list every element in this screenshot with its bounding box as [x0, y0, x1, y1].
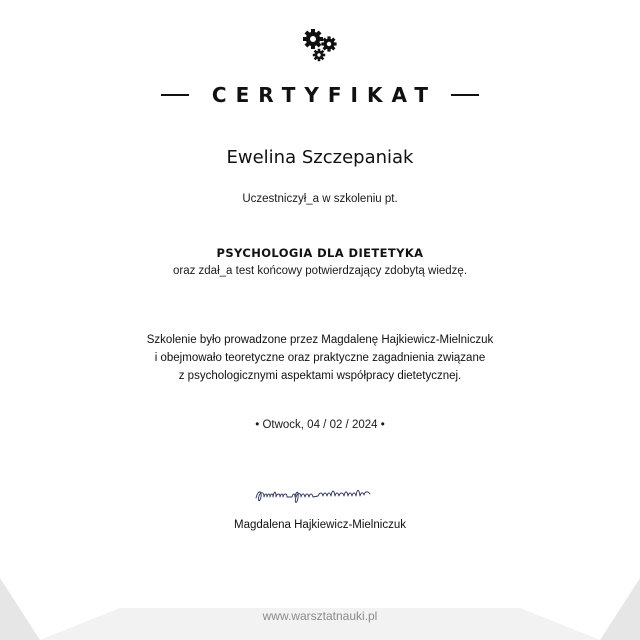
description-line: i obejmowało teoretyczne oraz praktyczne zagadnienia związane — [154, 352, 486, 364]
course-title: PSYCHOLOGIA DLA DIETETYKA — [216, 246, 424, 260]
certificate-header — [0, 78, 640, 112]
course-description — [0, 331, 640, 385]
title-dash-right — [451, 94, 479, 96]
handwritten-signature — [252, 482, 382, 508]
signatory-name: Magdalena Hajkiewicz-Mielniczuk — [234, 519, 406, 531]
description-line: Szkolenie było prowadzone przez Magdalenę Hajkiewicz-Mielniczuk — [146, 334, 494, 346]
title-dash-left — [161, 94, 189, 96]
description-line: z psychologicznymi aspektami współpracy dietetycznej. — [178, 370, 462, 382]
certificate-title: CERTYFIKAT — [211, 83, 438, 107]
test-passed-text: oraz zdał_a test końcowy potwierdzający zdobytą wiedzę. — [172, 265, 468, 277]
gears-icon — [300, 28, 340, 62]
place-and-date: • Otwock, 04 / 02 / 2024 • — [255, 419, 385, 431]
participation-text: Uczestniczył_a w szkoleniu pt. — [242, 193, 398, 205]
participant-name: Ewelina Szczepaniak — [226, 147, 414, 168]
website-url: www.warsztatnauki.pl — [262, 609, 378, 623]
